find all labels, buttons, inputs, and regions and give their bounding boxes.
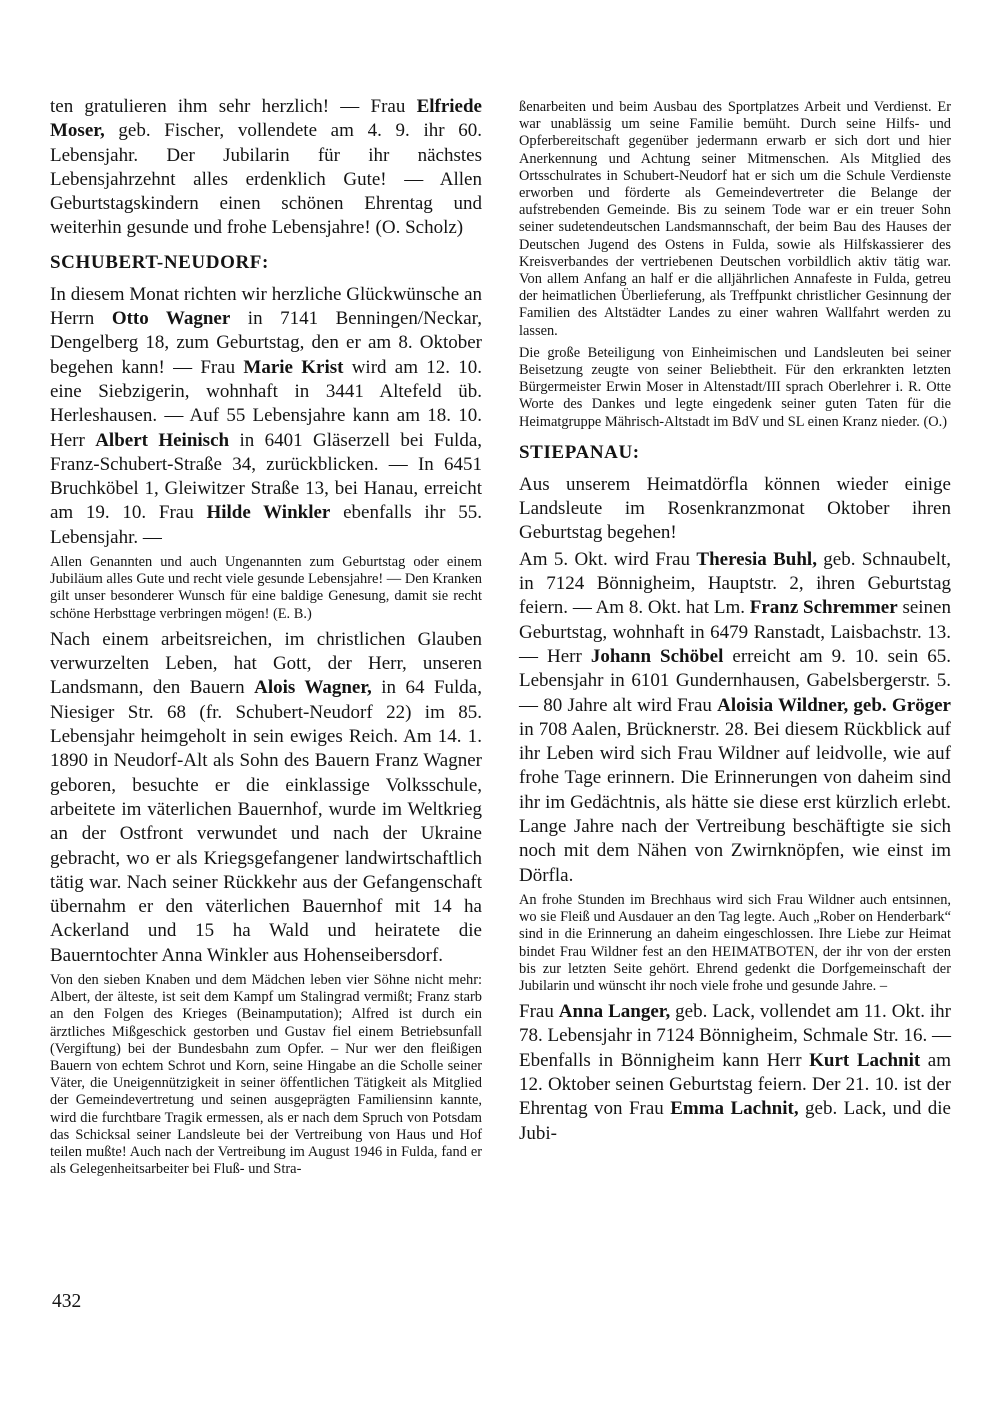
text-run: Die große Beteiligung von Einheimischen und Landsleuten bei seiner Beisetzung zeugte von seiner Beliebtheit. Für den erkrankten letzten Bürgermeister Erwin Moser in Altenstadt/III sprach Oberlehrer i. R. Otte Worte des Dankes und legte eingedenk seiner guten Taten für die Heimatgruppe Mährisch-Altstadt im BdV und SL einen Kranz nieder. (O.)	[519, 344, 951, 430]
text-run: ßenarbeiten und beim Ausbau des Sportplatzes Arbeit und Verdienst. Er war unablässig um seine Familie bemüht. Durch seine Hilfs- und Opferbereitschaft gegenüber jedermann erwarb er sich dort und hier Anerkennung und Achtung seiner Mitmenschen. Als Mitglied des Ortsschulrates in Schubert-Neudorf hat er sich um die Schule Verdienste erworben und förderte als Gemeindevertreter die Belange der aufstrebenden Gemeinde. Bis zu seinem Tode war er ein treuer Sohn seiner sudetendeutschen Landsmannschaft, der beim Bau des Hauses der Deutschen Jugend des Ostens in Fulda, sowie als Hilfskassierer des Kreisverbandes der vertriebenen Deutschen vorbildlich aktiv tätig war. Von allem Anfang an half er die alljährlichen Annafeste in Fulda, getreu der heimatlichen Überlieferung, als Treffpunkt christlicher Gesinnung der Familien des Altstädter Landes zu einer wahren Wallfahrt werden zu lassen.	[519, 99, 951, 339]
text-run: Aus unserem Heimatdörfla können wieder einige Landsleute im Rosenkranzmonat Oktober ihren Geburtstag begehen!	[519, 473, 951, 544]
person-name-bold: Franz Schremmer	[749, 597, 898, 619]
person-name-bold: Kurt Lachnit	[809, 1049, 921, 1071]
text-run: Frau	[519, 1001, 559, 1023]
text-run: in 6401 Gläserzell bei Fulda, Franz-Schubert-Straße 34, zurückblicken. — In 6451 Bruchköbel 1, Gleiwitzer Straße 13, bei Hanau, erreicht am 19. 10. Frau	[50, 429, 483, 524]
text-run: geb. Fischer, vollendete am 4. 9. ihr 60. Lebensjahr. Der Jubilarin für ihr nächstes Lebensjahrzehnt alles erdenklich Gute! — Allen Geburtstagskindern einen schönen Ehrentag und weiterhin gesunde und frohe Lebensjahre! (O. Scholz)	[50, 120, 482, 239]
person-name-bold: Marie Krist	[243, 356, 344, 378]
text-run: In diesem Monat richten wir herzliche Glückwünsche an Herrn	[50, 283, 482, 330]
person-name-bold: Anna Langer,	[558, 1001, 671, 1023]
paragraph	[519, 473, 951, 546]
person-name-bold: Theresia Buhl,	[696, 548, 817, 570]
person-name-bold: Hilde Winkler	[206, 502, 331, 524]
person-name-bold: Albert Heinisch	[95, 429, 230, 451]
paragraph	[50, 283, 482, 550]
page-number: 432	[52, 1291, 82, 1312]
small-print-paragraph	[50, 972, 482, 1178]
text-run: in 64 Fulda, Niesiger Str. 68 (fr. Schubert-Neudorf 22) im 85. Lebensjahr heimgeholt in sein ewiges Reich. Am 14. 1. 1890 in Neudorf-Alt als Sohn des Bauern Franz Wagner geboren, besuchte er die einklassige Volksschule, arbeitete im väterlichen Bauernhof, wurde im Weltkrieg an der Ostfront verwundet und nach der Ukraine gebracht, wo er als Kriegsgefangener landwirtschaftlich tätig war. Nach seiner Rückkehr aus der Gefangenschaft übernahm er den väterlichen Bauernhof mit 14 ha Ackerland und 15 ha Wald und heiratete die Bauerntochter Anna Winkler aus Hohenseibersdorf.	[50, 677, 482, 966]
paragraph	[519, 1000, 951, 1146]
text-run: erreicht am 9. 10. sein 65. Lebensjahr in 6101 Gundernhausen, Gabelsbergerstr. 5. — 80 Jahre alt wird Frau	[519, 645, 952, 716]
text-run: in 708 Aalen, Brücknerstr. 28. Bei diesem Rückblick auf ihr Leben wird sich Frau Wildner auf leidvolle, wie auf frohe Tage erinnern. Die Erinnerungen von daheim sind ihr im Gedächtnis, als hätte sie diese erst kürzlich erlebt. Lange Jahre nach der Vertreibung beschäftigte sie sich noch mit dem Nähen von Zwirnknöpfen, wie einst im Dörfla.	[519, 718, 951, 886]
text-run: geb. Schnaubelt, in 7124 Bönnigheim, Hauptstr. 2, ihren Geburtstag feiern. — Am 8. Okt. hat Lm.	[519, 548, 952, 619]
section-heading: STIEPANAU:	[519, 441, 640, 463]
person-name-bold: Otto Wagner	[111, 308, 231, 330]
small-print-paragraph	[50, 554, 482, 623]
person-name-bold: Elfriede Moser,	[50, 96, 482, 142]
text-run: in 7141 Benningen/Neckar, Dengelberg 18, zum Geburtstag, den er am 8. Oktober begehen kann! — Frau	[50, 308, 482, 378]
person-name-bold: Alois Wagner,	[254, 677, 372, 699]
small-print-paragraph	[519, 345, 951, 431]
text-run: geb. Lack, vollendet am 11. Okt. ihr 78. Lebensjahr in 7124 Bönnigheim, Schmale Str. 16. — Ebenfalls in Bönnigheim kann Herr	[519, 1001, 952, 1071]
text-run: Von den sieben Knaben und dem Mädchen leben vier Söhne nicht mehr: Albert, der älteste, ist seit dem Kampf um Stalingrad vermißt; Franz starb an den Folgen des Krieges (Beinamputation); Alfred ist durch ein ärztliches Mißgeschick gestorben und Gustav fiel einem Betriebsunfall (Vergiftung) bei der Bundesbahn zum Opfer. – Nur wer den fleißigen Bauern von echtem Schrot und Korn, seine Hingabe an die Scholle seiner Väter, die Uneigennützigkeit in seiner öffentlichen Tätigkeit als Mitglied der Gemeindevertretung und seinen ausgeprägten Familiensinn kannte, wird die furchtbare Tragik ermessen, als er nach dem Spruch von Potsdam das Schicksal seiner Landsleute bei der Vertreibung von Haus und Hof teilen mußte! Auch nach der Vertreibung im August 1946 in Fulda, fand er als Gelegenheitsarbeiter bei Fluß- und Stra-	[50, 972, 482, 1178]
text-run: Nach einem arbeitsreichen, im christlichen Glauben verwurzelten Leben, hat Gott, der Herr, unseren Landsmann, den Bauern	[50, 628, 482, 699]
person-name-bold: Emma Lachnit,	[670, 1098, 799, 1120]
paragraph	[50, 95, 482, 241]
text-run: ten gratulieren ihm sehr herzlich! — Frau	[50, 96, 417, 117]
right-column	[519, 95, 951, 1183]
person-name-bold: Johann Schöbel	[590, 645, 724, 667]
text-run: Allen Genannten und auch Ungenannten zum Geburtstag oder einem Jubiläum alles Gute und recht viele gesunde Lebensjahre! — Den Kranken gilt unser besonderer Wunsch für eine baldige Genesung, damit sie recht schöne Herbsttage verbringen mögen! (E. B.)	[50, 554, 482, 622]
paragraph	[519, 548, 951, 888]
text-run: An frohe Stunden im Brechhaus wird sich Frau Wildner auch entsinnen, wo sie Fleiß und Ausdauer an den Tag legte. Auch „Rober on Henderbark“ sind in die Erinnerung an daheim eingeschlossen. Ihre Liebe zur Heimat bindet Frau Wildner fest an den HEIMATBOTEN, der ihr von der ersten bis zur letzten Seite gehört. Ehrend gedenkt die Dorfgemeinschaft der Jubilarin und wünscht ihr noch viele frohe und gesunde Jahre. –	[519, 891, 951, 994]
person-name-bold: Aloisia Wildner, geb. Gröger	[717, 694, 951, 716]
text-run: geb. Lack, und die Jubi-	[519, 1098, 951, 1144]
text-run: Am 5. Okt. wird Frau	[519, 548, 697, 570]
small-print-paragraph	[519, 892, 951, 995]
text-run: am 12. Oktober seinen Geburtstag feiern. Der 21. 10. ist der Ehrentag von Frau	[519, 1049, 952, 1120]
text-run: seinen Geburtstag, wohnhaft in 6479 Ranstadt, Laisbachstr. 13. — Herr	[519, 597, 951, 667]
section-heading: SCHUBERT-NEUDORF:	[50, 251, 269, 273]
page-body	[50, 95, 951, 1183]
small-print-paragraph	[519, 99, 951, 340]
text-run: wird am 12. 10. eine Siebzigerin, wohnhaft in 3441 Altefeld üb. Herleshausen. — Auf 55 Lebensjahre kann am 18. 10. Herr	[50, 356, 482, 451]
text-run: ebenfalls ihr 55. Lebensjahr. —	[50, 502, 482, 548]
left-column	[50, 95, 482, 1183]
paragraph	[50, 628, 482, 968]
